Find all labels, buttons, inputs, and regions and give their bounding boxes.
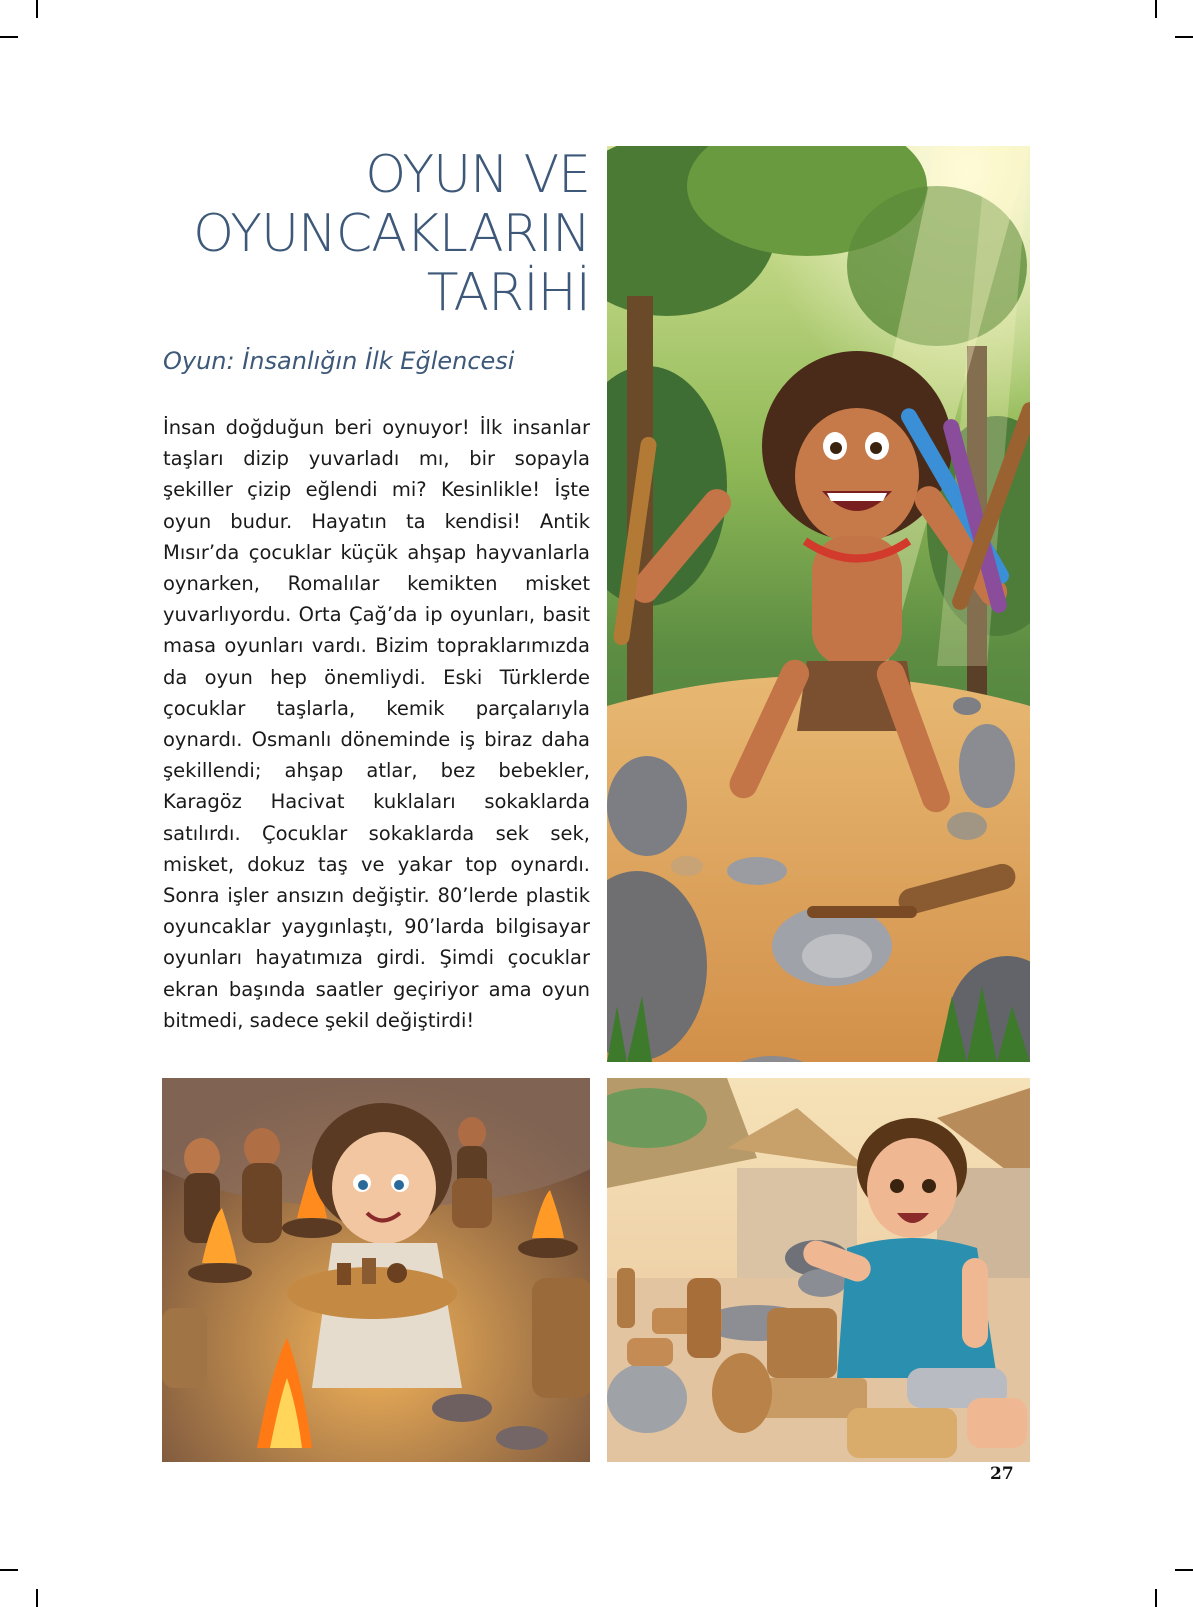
illustration-child-wooden-blocks [607, 1078, 1030, 1462]
crop-mark [1155, 1589, 1157, 1607]
crop-mark [0, 1569, 18, 1571]
title-line: OYUN VE [365, 145, 590, 205]
page-title [160, 146, 590, 323]
crop-mark [36, 1589, 38, 1607]
crop-mark [1155, 0, 1157, 18]
illustration-cave-child-sticks [607, 146, 1030, 1062]
crop-mark [1175, 36, 1193, 38]
title-line: OYUNCAKLARIN [193, 204, 590, 264]
illustration-cave-child-fire [162, 1078, 590, 1462]
body-paragraph: İnsan doğduğun beri oynuyor! İlk insanlar taşları dizip yuvarladı mı, bir sopayla şekiller çizip eğlendi mi? Kesinlikle! İşte oyun budur. Hayatın ta kendisi! Antik Mısır’da çocuklar küçük ahşap hayvanlarla oynarken, Romalılar kemikten misket yuvarlıyordu. Orta Çağ’da ip oyunları, basit masa oyunları vardı. Bizim topraklarımızda da oyun hep önemliydi. Eski Türklerde çocuklar taşlarla, kemik parçalarıyla oynardı. Osmanlı döneminde iş biraz daha şekillendi; ahşap atlar, bez bebekler, Karagöz Hacivat kuklaları sokaklarda satılırdı. Çocuklar sokaklarda sek sek, misket, dokuz taş ve yakar top oynardı. Sonra işler ansızın değiştir. 80’lerde plastik oyuncaklar yaygınlaştı, 90’larda bilgisayar oyunları hayatımıza girdi. Şimdi çocuklar ekran başında saatler geçiriyor ama oyun bitmedi, sadece şekil değiştirdi! [163, 416, 590, 1032]
title-line: TARİHİ [426, 263, 590, 323]
crop-mark [0, 36, 18, 38]
crop-mark [1175, 1569, 1193, 1571]
crop-mark [36, 0, 38, 18]
subtitle: Oyun: İnsanlığın İlk Eğlencesi [163, 347, 515, 375]
page-number: 27 [990, 1464, 1014, 1484]
